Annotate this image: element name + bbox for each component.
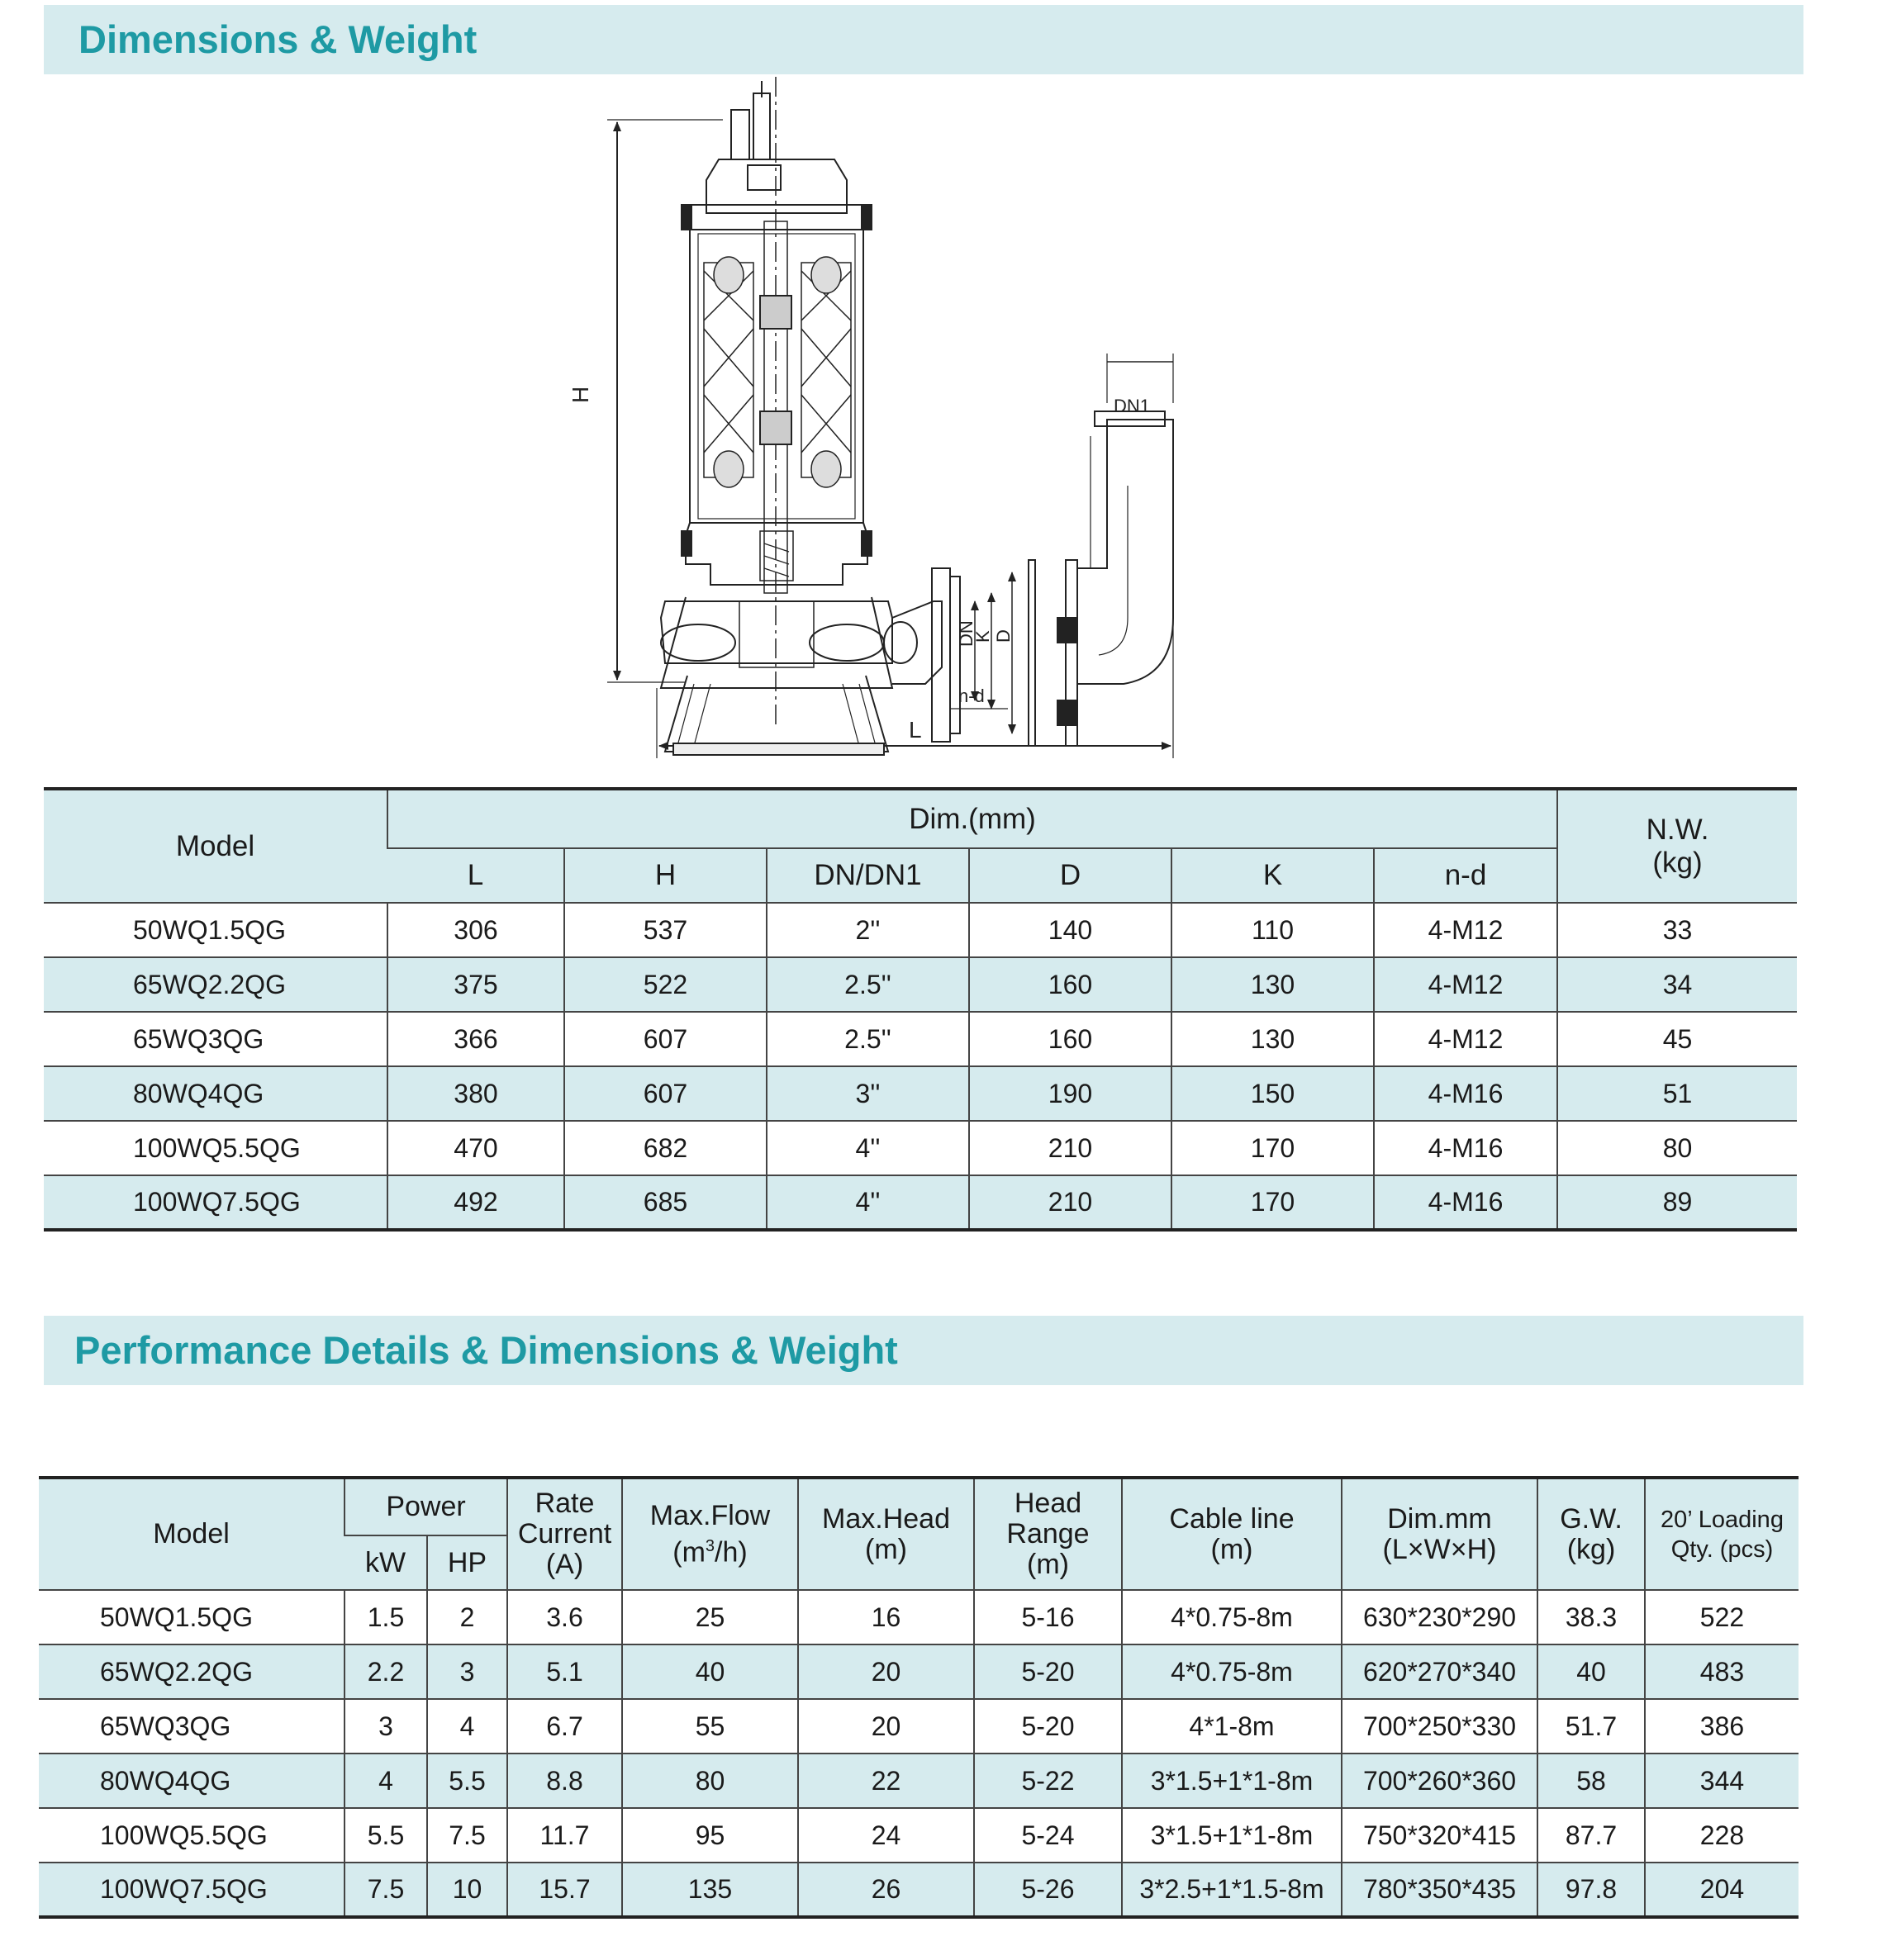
header-col-h: H (564, 848, 767, 903)
model-cell: 80WQ4QG (44, 1066, 387, 1121)
table-cell: 682 (564, 1121, 767, 1175)
table-cell: 170 (1171, 1175, 1374, 1230)
table-row (44, 903, 1797, 957)
table-cell: 25 (622, 1590, 798, 1644)
table-cell: 20 (798, 1644, 974, 1699)
table-cell: 45 (1557, 1012, 1797, 1066)
table-cell: 470 (387, 1121, 564, 1175)
table-cell: 2'' (767, 903, 969, 957)
table-cell: 4*0.75-8m (1122, 1590, 1342, 1644)
table-cell: 80 (1557, 1121, 1797, 1175)
table-cell: 160 (969, 1012, 1171, 1066)
table-row (39, 1808, 1799, 1863)
table-cell: 15.7 (507, 1863, 622, 1917)
table-cell: 228 (1645, 1808, 1799, 1863)
header-nw-line1: N.W. (1646, 813, 1709, 846)
table-cell: 492 (387, 1175, 564, 1230)
table-cell: 16 (798, 1590, 974, 1644)
table-cell: 11.7 (507, 1808, 622, 1863)
table-cell: 306 (387, 903, 564, 957)
table-row (44, 1175, 1797, 1230)
header-model: Model (44, 789, 387, 903)
model-cell: 100WQ5.5QG (39, 1808, 345, 1863)
label-dn1: DN1 (1114, 396, 1151, 416)
header-current (507, 1478, 622, 1590)
model-cell: 100WQ7.5QG (133, 1187, 301, 1217)
header-cable-line2: (m) (1210, 1533, 1253, 1565)
label-nd: n-d (958, 686, 985, 706)
header-head-line2: (m) (865, 1533, 907, 1565)
section-title: Performance Details & Dimensions & Weight (74, 1328, 898, 1372)
header-max-flow (622, 1478, 798, 1590)
table-row (39, 1590, 1799, 1644)
table-cell: 80 (622, 1754, 798, 1808)
table-cell: 22 (798, 1754, 974, 1808)
table-cell: 26 (798, 1863, 974, 1917)
header-cable-line1: Cable line (1169, 1502, 1295, 1535)
header-col-k: K (1171, 848, 1374, 903)
header-gw (1537, 1478, 1645, 1590)
table-cell: 210 (969, 1175, 1171, 1230)
table-cell: 5.5 (427, 1754, 507, 1808)
table-cell: 5-22 (974, 1754, 1122, 1808)
header-range-line1: Head (1014, 1488, 1082, 1519)
header-cable (1122, 1478, 1342, 1590)
table-cell: 700*260*360 (1342, 1754, 1537, 1808)
header-flow-line2 (623, 1531, 797, 1568)
header-model: Model (39, 1478, 345, 1590)
table-cell: 366 (387, 1012, 564, 1066)
table-cell: 135 (622, 1863, 798, 1917)
table-cell: 522 (1645, 1590, 1799, 1644)
table-cell: 607 (564, 1012, 767, 1066)
section-title: Dimensions & Weight (78, 17, 478, 61)
table-cell: 110 (1171, 903, 1374, 957)
table-cell: 5.5 (345, 1808, 427, 1863)
model-cell: 100WQ5.5QG (44, 1121, 387, 1175)
table-cell: 4 (345, 1754, 427, 1808)
table-cell: 6.7 (507, 1699, 622, 1754)
table-cell: 5-24 (974, 1808, 1122, 1863)
table-cell: 150 (1171, 1066, 1374, 1121)
table-cell: 7.5 (345, 1863, 427, 1917)
table-cell: 5-20 (974, 1644, 1122, 1699)
header-loading-line1: 20’ Loading (1661, 1506, 1784, 1533)
table-row (39, 1644, 1799, 1699)
table-cell: 4-M12 (1374, 957, 1557, 1012)
table-cell: 8.8 (507, 1754, 622, 1808)
header-head-line1: Max.Head (822, 1502, 950, 1535)
table-cell: 5.1 (507, 1644, 622, 1699)
table-cell: 4 (427, 1699, 507, 1754)
table-cell: 40 (622, 1644, 798, 1699)
table-cell: 95 (622, 1808, 798, 1863)
label-h: H (568, 386, 593, 403)
table-row (39, 1863, 1799, 1917)
table-cell: 2.5'' (767, 957, 969, 1012)
table-cell: 4-M16 (1374, 1175, 1557, 1230)
table-cell: 130 (1171, 1012, 1374, 1066)
table-row (44, 1066, 1797, 1121)
model-cell: 65WQ3QG (44, 1012, 387, 1066)
header-col-d: D (969, 848, 1171, 903)
table-cell: 87.7 (1537, 1808, 1645, 1863)
table-cell: 685 (564, 1175, 767, 1230)
table-cell: 210 (969, 1121, 1171, 1175)
pump-technical-drawing (562, 73, 1223, 762)
table-cell: 2 (427, 1590, 507, 1644)
table-cell: 170 (1171, 1121, 1374, 1175)
model-cell: 80WQ4QG (39, 1754, 345, 1808)
header-dim-line2: (L×W×H) (1382, 1533, 1497, 1565)
model-cell: 100WQ7.5QG (100, 1874, 268, 1904)
flow-unit-m: (m (672, 1536, 706, 1568)
header-range-line2: Range (1006, 1518, 1090, 1549)
header-col-dn-dn1: DN/DN1 (767, 848, 969, 903)
table-cell: 58 (1537, 1754, 1645, 1808)
table-cell: 5-16 (974, 1590, 1122, 1644)
table-cell: 33 (1557, 903, 1797, 957)
label-k: K (972, 630, 993, 643)
table-cell: 2.5'' (767, 1012, 969, 1066)
table-cell: 2.2 (345, 1644, 427, 1699)
table-cell: 3 (427, 1644, 507, 1699)
header-gw-line1: G.W. (1560, 1502, 1623, 1535)
label-l: L (909, 717, 922, 743)
table-cell: 4-M16 (1374, 1066, 1557, 1121)
table-cell: 380 (387, 1066, 564, 1121)
header-col-n-d: n-d (1374, 848, 1557, 903)
model-cell: 65WQ2.2QG (44, 957, 387, 1012)
header-nw (1557, 789, 1797, 903)
table-cell: 4-M12 (1374, 1012, 1557, 1066)
table-cell: 55 (622, 1699, 798, 1754)
table-cell: 483 (1645, 1644, 1799, 1699)
header-power: Power (345, 1478, 507, 1535)
table-cell: 4'' (767, 1175, 969, 1230)
table-cell: 3*1.5+1*1-8m (1122, 1808, 1342, 1863)
header-flow-line1: Max.Flow (649, 1499, 771, 1531)
table-cell: 5-20 (974, 1699, 1122, 1754)
table-cell: 4-M16 (1374, 1121, 1557, 1175)
table-cell: 89 (1557, 1175, 1797, 1230)
dimensions-table (44, 787, 1797, 1232)
label-dn: DN (956, 620, 977, 647)
table-cell: 4*0.75-8m (1122, 1644, 1342, 1699)
header-range-line3: (m) (1027, 1549, 1069, 1580)
table-cell: 3*2.5+1*1.5-8m (1122, 1863, 1342, 1917)
header-dim-line1: Dim.mm (1387, 1502, 1492, 1535)
table-cell: 7.5 (427, 1808, 507, 1863)
table-cell: 537 (564, 903, 767, 957)
header-kw: kW (345, 1535, 427, 1590)
header-current-line2: Current (517, 1518, 612, 1549)
table-cell: 1.5 (345, 1590, 427, 1644)
table-cell: 4-M12 (1374, 903, 1557, 957)
table-row (39, 1699, 1799, 1754)
table-row (44, 1121, 1797, 1175)
table-cell: 3 (345, 1699, 427, 1754)
section-header-performance (44, 1316, 1803, 1385)
table-cell: 38.3 (1537, 1590, 1645, 1644)
table-cell: 375 (387, 957, 564, 1012)
table-cell: 3*1.5+1*1-8m (1122, 1754, 1342, 1808)
table-cell: 10 (427, 1863, 507, 1917)
table-row (44, 1012, 1797, 1066)
flow-unit-h: /h) (715, 1536, 748, 1568)
performance-table (39, 1476, 1799, 1919)
table-cell: 204 (1645, 1863, 1799, 1917)
model-cell: 50WQ1.5QG (44, 903, 387, 957)
header-loading-line2: Qty. (pcs) (1670, 1535, 1774, 1563)
table-cell: 160 (969, 957, 1171, 1012)
table-cell: 3'' (767, 1066, 969, 1121)
table-row (44, 957, 1797, 1012)
header-current-line1: Rate (535, 1488, 595, 1519)
table-cell: 51 (1557, 1066, 1797, 1121)
table-cell: 780*350*435 (1342, 1863, 1537, 1917)
table-cell: 3.6 (507, 1590, 622, 1644)
table-cell: 190 (969, 1066, 1171, 1121)
table-cell: 750*320*415 (1342, 1808, 1537, 1863)
table-cell: 700*250*330 (1342, 1699, 1537, 1754)
table-cell: 97.8 (1537, 1863, 1645, 1917)
table-cell: 620*270*340 (1342, 1644, 1537, 1699)
model-cell: 65WQ2.2QG (39, 1644, 345, 1699)
header-loading (1645, 1478, 1799, 1590)
table-cell: 386 (1645, 1699, 1799, 1754)
table-cell: 4*1-8m (1122, 1699, 1342, 1754)
header-nw-line2: (kg) (1652, 846, 1703, 879)
header-head-range (974, 1478, 1122, 1590)
table-cell: 5-26 (974, 1863, 1122, 1917)
header-current-line3: (A) (545, 1549, 584, 1580)
table-cell: 34 (1557, 957, 1797, 1012)
header-hp: HP (427, 1535, 507, 1590)
flow-unit-exp: 3 (705, 1536, 715, 1555)
table-cell: 24 (798, 1808, 974, 1863)
label-d: D (993, 629, 1014, 643)
table-cell: 140 (969, 903, 1171, 957)
table-cell: 40 (1537, 1644, 1645, 1699)
header-dim-group: Dim.(mm) (387, 789, 1557, 848)
table-cell: 20 (798, 1699, 974, 1754)
header-col-l: L (387, 848, 564, 903)
model-cell: 65WQ3QG (39, 1699, 345, 1754)
table-cell: 130 (1171, 957, 1374, 1012)
model-cell: 50WQ1.5QG (39, 1590, 345, 1644)
table-cell: 4'' (767, 1121, 969, 1175)
table-cell: 51.7 (1537, 1699, 1645, 1754)
header-dim (1342, 1478, 1537, 1590)
table-cell: 607 (564, 1066, 767, 1121)
table-cell: 630*230*290 (1342, 1590, 1537, 1644)
header-max-head (798, 1478, 974, 1590)
table-cell: 344 (1645, 1754, 1799, 1808)
section-header-dimensions (44, 5, 1803, 74)
table-row (39, 1754, 1799, 1808)
header-gw-line2: (kg) (1566, 1533, 1616, 1565)
table-cell: 522 (564, 957, 767, 1012)
